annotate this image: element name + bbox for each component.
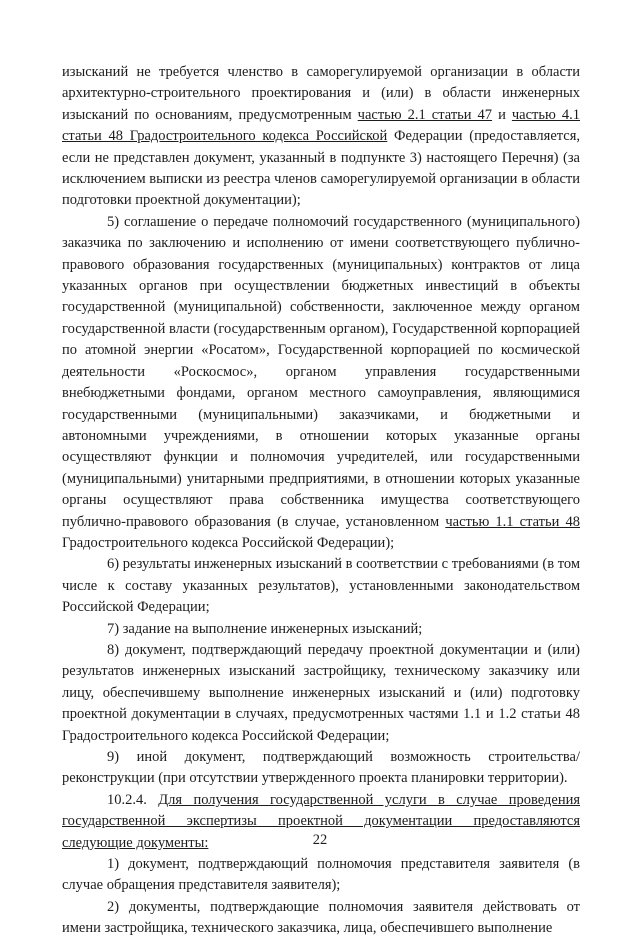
list-item-8: 8) документ, подтверждающий передачу проектной документации и (или) результатов инженерных изысканий застройщику, техническому заказчику или лицу, обеспечившему выполнение инженерных изысканий и (или) подготовку проектной документации в случаях, предусмотренных частями 1.1 и 1.2 статьи 48 Градостроительного кодекса Российской Федерации; [62,641,580,744]
page-number: 22 [312,832,328,848]
paragraph-intro [62,62,580,212]
intro-text-after: Федерации (предоставляется, если не представлен документ, указанный в подпункте 3) настоящего Перечня) (за исключением выписки из реестра членов саморегулируемой организации в области подготовки проектной документации); [62,128,581,209]
section-heading: Для получения государственной услуги в случае проведения государственной экспертизы проектной документации предоставляются следующие документы: [62,791,581,851]
intro-text-before: изысканий не требуется членство в саморегулируемой организации в области архитектурно-строительного проектирования и (или) в области инженерных изысканий по основаниям, предусмотренным [62,64,580,123]
list-item-2: 2) документы, подтверждающие полномочия заявителя действовать от имени застройщика, технического заказчика, лица, обеспечившего выполнение [62,898,580,937]
item-5-text-before: 5) соглашение о передаче полномочий государственного (муниципального) заказчика по заключению и исполнению от имени соответствующего публично-правового образования государственных (муниципальных) контрактов от лица указанных органов при осуществлении бюджетных инвестиций в объекты государственной (муниципальной) собственности, заключенное между органом государственной власти (государственным органом), Государственной корпорацией по атомной энергии «Росатом», Государственной корпорацией по космической деятельности «Роскосмос», органом управления государственными внебюджетными фондами, органом местного самоуправления, являющимися государственными (муниципальными) заказчиками, и бюджетными и автономными учреждениями, в отношении которых указанные органы осуществляют функции и полномочия учредителей, или государственными (муниципальными) унитарными предприятиями, в отношении которых указанные органы осуществляют права собственника имущества соответствующего публично-правового образования (в случае, установленном [62,213,580,530]
list-item-9: 9) иной документ, подтверждающий возможность строительства/реконструкции (при отсутствии утвержденного проекта планировки территории). [62,749,580,787]
document-page [62,62,580,940]
link-part-1-1-article-48[interactable]: частью 1.1 статьи 48 [445,513,580,530]
list-item-5 [62,212,580,555]
list-item-6: 6) результаты инженерных изысканий в соответствии с требованиями (в том числе к составу указанных результатов), установленными законодательством Российской Федерации; [62,556,580,616]
link-part-4-1-article-48[interactable]: частью 4.1 статьи 48 Градостроительного кодекса Российской [62,106,580,145]
intro-text-and: и [492,106,512,123]
list-item-7: 7) задание на выполнение инженерных изысканий; [107,620,423,637]
link-part-2-1-article-47[interactable]: частью 2.1 статьи 47 [357,106,493,123]
item-5-text-after: Градостроительного кодекса Российской Федерации); [62,534,395,551]
list-item-1: 1) документ, подтверждающий полномочия представителя заявителя (в случае обращения представителя заявителя); [62,856,580,894]
section-number: 10.2.4. [107,791,147,808]
